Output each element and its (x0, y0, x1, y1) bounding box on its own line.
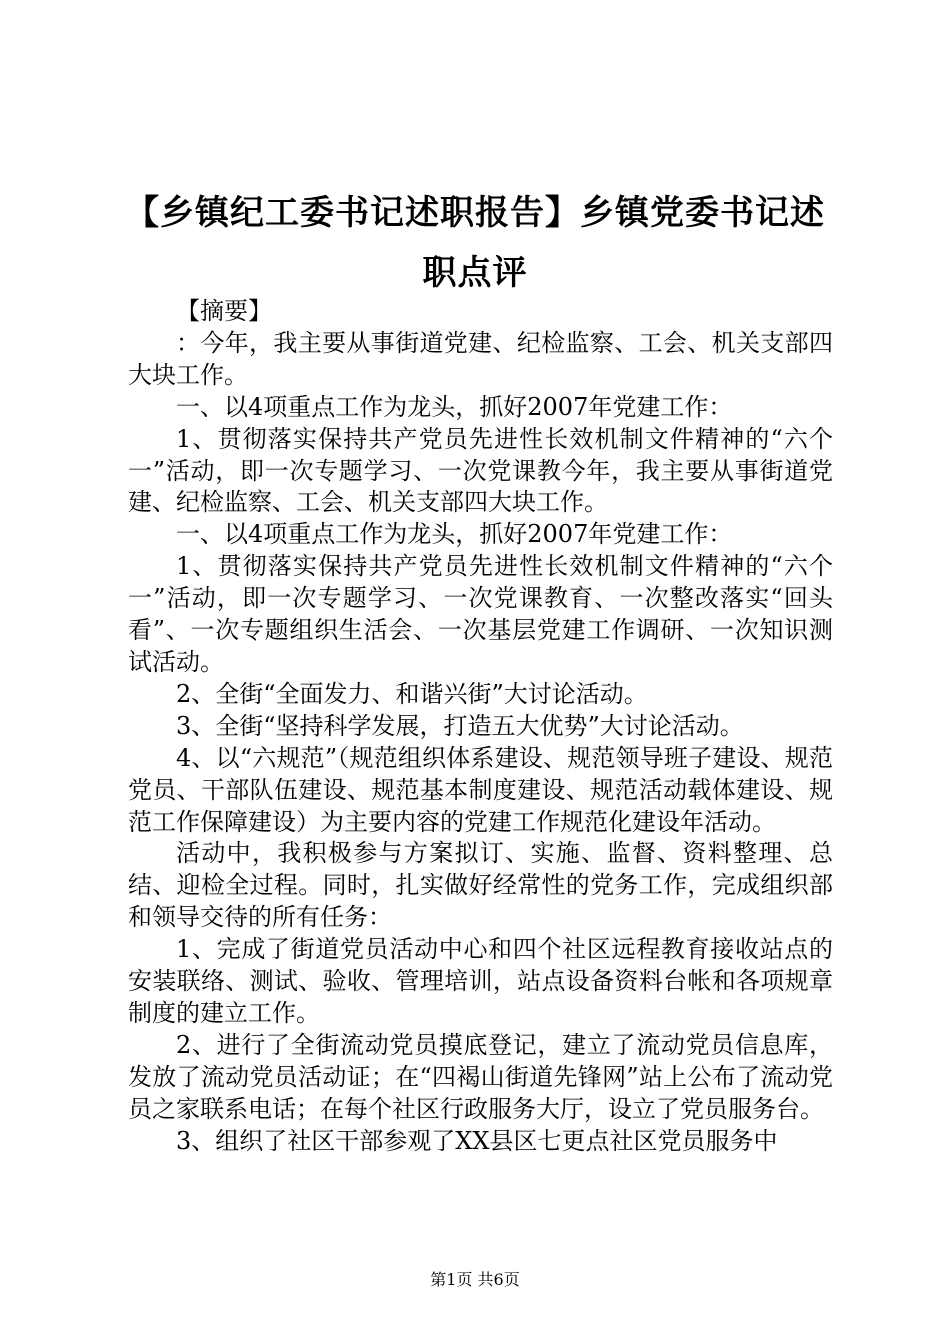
paragraph: 3、组织了社区干部参观了XX县区七更点社区党员服务中 (176, 1126, 778, 1155)
paragraph: 3、全街“坚持科学发展，打造五大优势”大讨论活动。 (176, 711, 744, 740)
abstract-heading: 【摘要】 (176, 297, 272, 325)
paragraph: ：今年，我主要从事街道党建、纪检监察、工会、机关支部四大块工作。 (128, 328, 833, 389)
paragraph: 一、以4项重点工作为龙头，抓好2007年党建工作： (176, 392, 733, 421)
paragraph: 2、进行了全街流动党员摸底登记，建立了流动党员信息库，发放了流动党员活动证；在“四褐山街道先锋网”站上公布了流动党员之家联系电话；在每个社区行政服务大厅，设立了党员服务台。 (128, 1030, 833, 1123)
paragraph: 2、全街“全面发力、和谐兴街”大讨论活动。 (176, 679, 648, 708)
paragraph: 4、以“六规范”（规范组织体系建设、规范领导班子建设、规范党员、干部队伍建设、规范基本制度建设、规范活动载体建设、规范工作保障建设）为主要内容的党建工作规范化建设年活动。 (128, 743, 833, 836)
document-title: 【乡镇纪工委书记述职报告】乡镇党委书记述职点评 (125, 193, 825, 293)
page-footer: 第1页 共6页 (430, 1270, 520, 1289)
paragraph: 1、完成了街道党员活动中心和四个社区远程教育接收站点的安装联络、测试、验收、管理培训，站点设备资料台帐和各项规章制度的建立工作。 (128, 935, 833, 1027)
paragraph: 1、贯彻落实保持共产党员先进性长效机制文件精神的“六个一”活动，即一次专题学习、一次党课教育、一次整改落实“回头看”、一次专题组织生活会、一次基层党建工作调研、一次知识测试活动。 (128, 552, 833, 676)
document-body (128, 296, 833, 1157)
paragraph: 1、贯彻落实保持共产党员先进性长效机制文件精神的“六个一”活动，即一次专题学习、一次党课教今年，我主要从事街道党建、纪检监察、工会、机关支部四大块工作。 (128, 424, 833, 517)
paragraph: 活动中，我积极参与方案拟订、实施、监督、资料整理、总结、迎检全过程。同时，扎实做好经常性的党务工作，完成组织部和领导交待的所有任务： (128, 839, 833, 932)
paragraph: 一、以4项重点工作为龙头，抓好2007年党建工作： (176, 520, 733, 549)
